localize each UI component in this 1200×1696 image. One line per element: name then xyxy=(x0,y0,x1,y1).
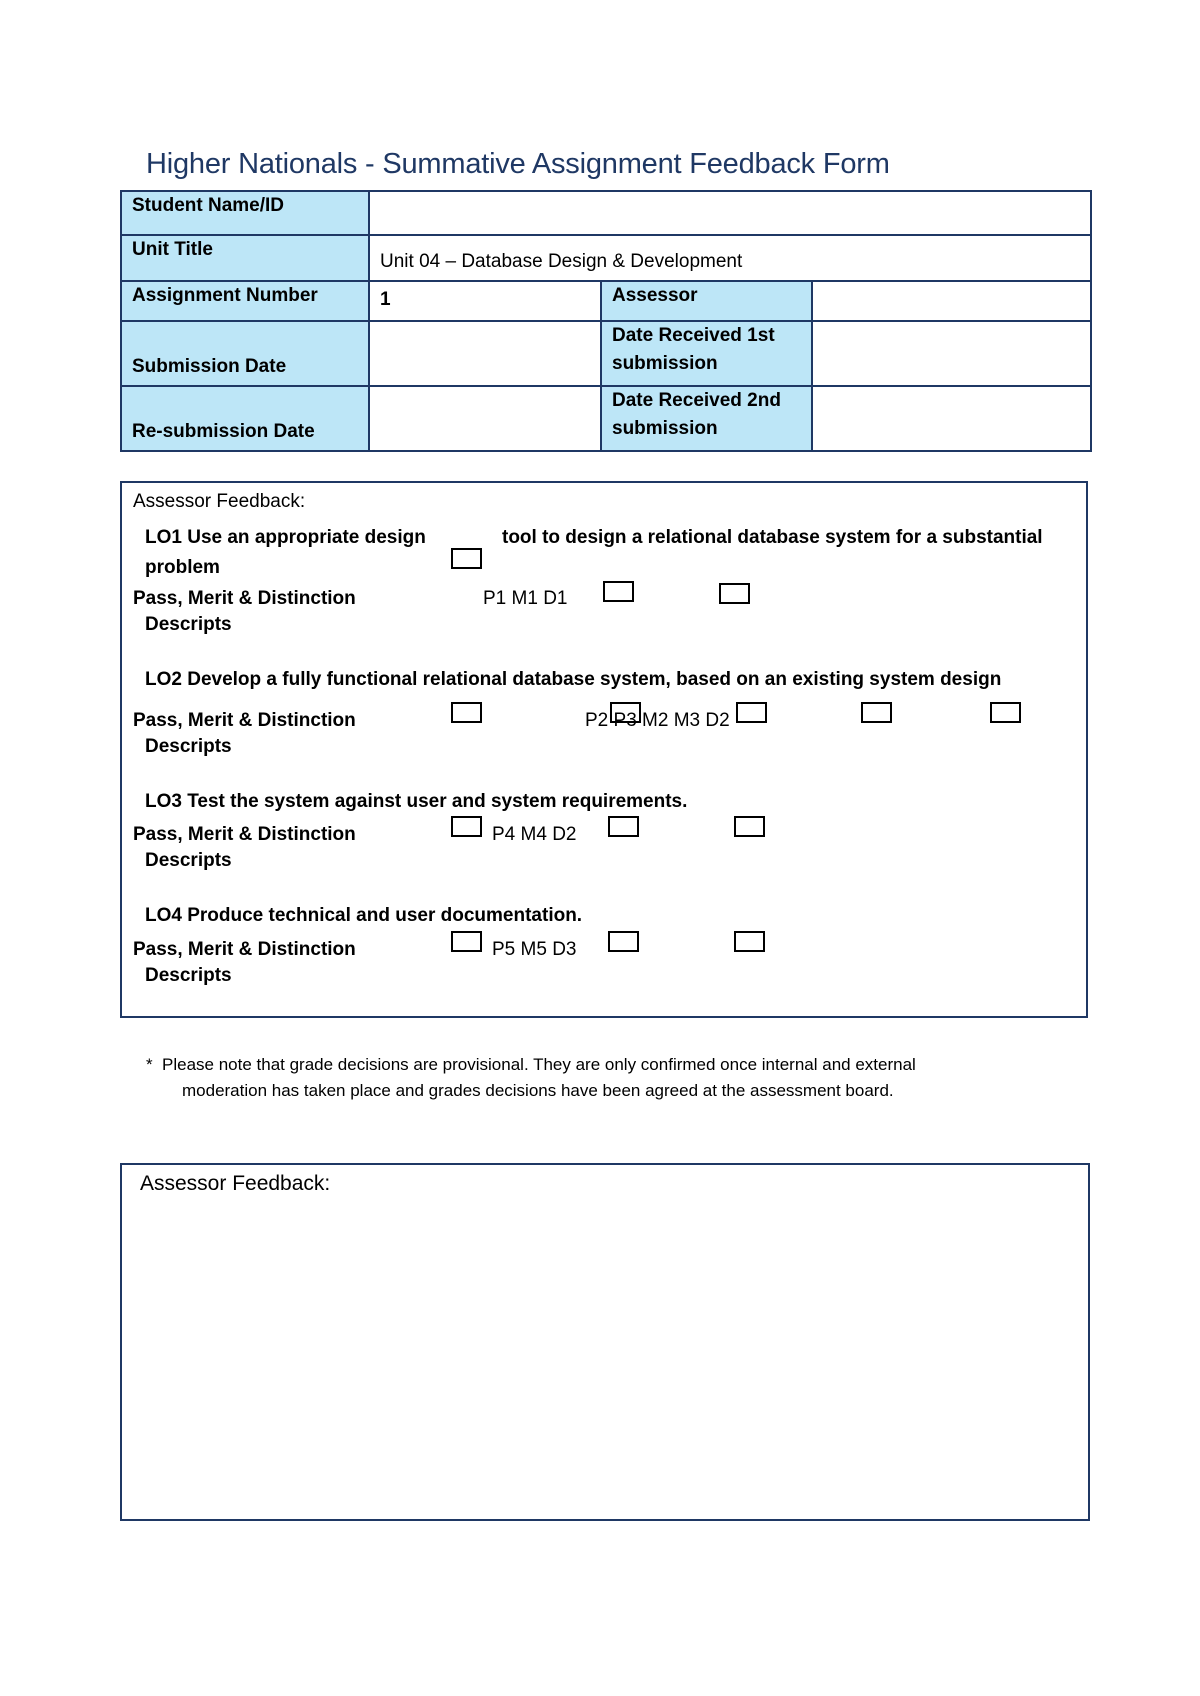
submission-date-label: Submission Date xyxy=(121,321,369,386)
lo3-descripts-line2: Descripts xyxy=(145,850,232,871)
assessor-field[interactable] xyxy=(812,281,1091,321)
date-received-2nd-label: Date Received 2nd submission xyxy=(601,386,812,451)
resubmission-date-field[interactable] xyxy=(369,386,601,451)
lo2-checkbox-d[interactable] xyxy=(861,702,892,723)
lo3-checkbox-b[interactable] xyxy=(608,816,639,837)
lo2-checkbox-e[interactable] xyxy=(990,702,1021,723)
unit-title-field[interactable]: Unit 04 – Database Design & Development xyxy=(369,235,1091,281)
note-line2: moderation has taken place and grades decisions have been agreed at the assessment board. xyxy=(182,1081,894,1100)
lo1-descripts-line1: Pass, Merit & Distinction xyxy=(133,588,356,609)
assessor-feedback-box[interactable] xyxy=(120,1163,1090,1521)
lo3-checkbox-c[interactable] xyxy=(734,816,765,837)
lo3-grades: P4 M4 D2 xyxy=(492,824,577,845)
lo2-descripts-line1: Pass, Merit & Distinction xyxy=(133,710,356,731)
assessor-label: Assessor xyxy=(601,281,812,321)
assignment-number-field[interactable]: 1 xyxy=(369,281,601,321)
resubmission-date-label: Re-submission Date xyxy=(121,386,369,451)
note-bullet: * xyxy=(146,1055,153,1074)
lo1-text-part2: tool to design a relational database system for a substantial xyxy=(502,527,1043,548)
lo2-checkbox-b[interactable] xyxy=(610,702,641,723)
lo1-grades: P1 M1 D1 xyxy=(483,588,568,609)
lo4-descripts-line2: Descripts xyxy=(145,965,232,986)
note-line1: Please note that grade decisions are provisional. They are only confirmed once internal and external xyxy=(162,1055,916,1074)
lo2-grades: P2 P3 M2 M3 D2 xyxy=(585,710,730,731)
assessor-feedback-box-heading: Assessor Feedback: xyxy=(140,1172,331,1195)
lo1-d1-checkbox-a[interactable] xyxy=(603,581,634,602)
lo3-descripts-line1: Pass, Merit & Distinction xyxy=(133,824,356,845)
student-name-field[interactable] xyxy=(369,191,1091,235)
lo4-checkbox-c[interactable] xyxy=(734,931,765,952)
lo2-descripts-line2: Descripts xyxy=(145,736,232,757)
lo1-text-part1: LO1 Use an appropriate design xyxy=(145,527,426,548)
lo2-text: LO2 Develop a fully functional relational database system, based on an existing system design xyxy=(145,669,1002,690)
lo2-checkbox-c[interactable] xyxy=(736,702,767,723)
lo1-d1-checkbox-b[interactable] xyxy=(719,583,750,604)
page-title: Higher Nationals - Summative Assignment Feedback Form xyxy=(146,148,890,180)
submission-date-field[interactable] xyxy=(369,321,601,386)
lo2-checkbox-a[interactable] xyxy=(451,702,482,723)
student-name-label: Student Name/ID xyxy=(121,191,369,235)
lo4-descripts-line1: Pass, Merit & Distinction xyxy=(133,939,356,960)
lo3-text: LO3 Test the system against user and system requirements. xyxy=(145,791,688,812)
feedback-heading: Assessor Feedback: xyxy=(133,491,306,512)
lo4-checkbox-a[interactable] xyxy=(451,931,482,952)
lo4-grades: P5 M5 D3 xyxy=(492,939,577,960)
lo3-checkbox-a[interactable] xyxy=(451,816,482,837)
lo1-descripts-line2: Descripts xyxy=(145,614,232,635)
unit-title-label: Unit Title xyxy=(121,235,369,281)
lo1-text-part3: problem xyxy=(145,557,220,578)
date-received-1st-field[interactable] xyxy=(812,321,1091,386)
date-received-1st-label: Date Received 1st submission xyxy=(601,321,812,386)
info-table xyxy=(120,190,1092,452)
lo1-checkbox[interactable] xyxy=(451,548,482,569)
lo4-checkbox-b[interactable] xyxy=(608,931,639,952)
date-received-2nd-field[interactable] xyxy=(812,386,1091,451)
assignment-number-label: Assignment Number xyxy=(121,281,369,321)
lo4-text: LO4 Produce technical and user documentation. xyxy=(145,905,583,926)
